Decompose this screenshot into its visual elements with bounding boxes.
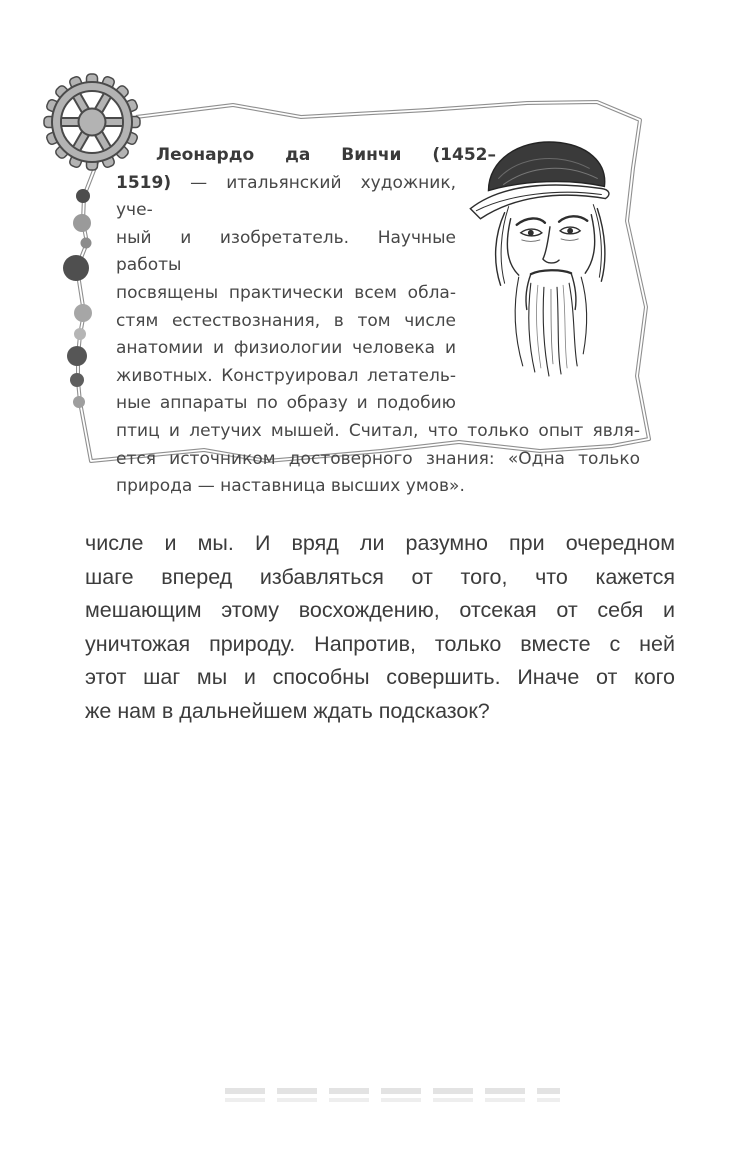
infobox-line: анатомии и физиологии человека и	[116, 338, 456, 359]
infobox-title-bold: 1519)	[116, 172, 172, 193]
infobox	[116, 142, 640, 501]
infobox-line	[116, 142, 496, 170]
body-line: же нам в дальнейшем ждать подсказок?	[85, 698, 490, 723]
body-line: уничтожая природу. Напротив, только вместе с ней	[85, 631, 675, 656]
body-line: числе и мы. И вряд ли разумно при очередном	[85, 531, 675, 555]
dot-chain	[63, 189, 92, 408]
body-line: этот шаг мы и способны совершить. Иначе от кого	[85, 665, 675, 689]
body-line: мешающим этому восхождению, отсекая от себя и	[85, 598, 675, 622]
infobox-line: ный и изобретатель. Научные работы	[116, 227, 456, 276]
body-paragraph	[85, 527, 675, 728]
body-line: шаге вперед избавляться от того, что кажется	[85, 564, 675, 589]
infobox-line: животных. Конструировал летатель-	[116, 365, 456, 386]
infobox-title-bold: Леонардо да Винчи (1452–	[156, 145, 496, 165]
infobox-line: стям естествознания, в том числе	[116, 310, 456, 331]
infobox-line-text: — итальянский художник, уче-	[116, 172, 456, 221]
watermark-dashes	[225, 1091, 560, 1100]
infobox-line	[116, 170, 456, 225]
infobox-line: посвящены практически всем обла-	[116, 282, 456, 303]
infobox-line: природа — наставница высших умов».	[116, 476, 465, 497]
infobox-line: птиц и летучих мышей. Считал, что только опыт явля-	[116, 420, 640, 441]
infobox-line: ется источником достоверного знания: «Одна только	[116, 448, 640, 469]
infobox-line: ные аппараты по образу и подобию	[116, 393, 456, 414]
